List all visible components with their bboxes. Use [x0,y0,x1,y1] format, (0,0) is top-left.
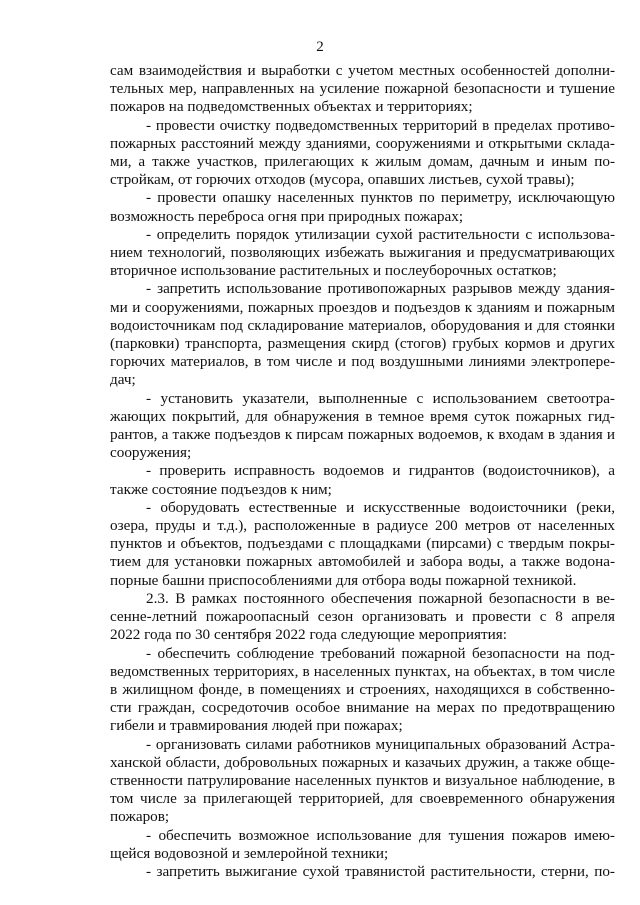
text-line: - организовать силами работников муниципальных образований Астра- [146,735,615,753]
text-line: сам взаимодействия и выработки с учетом местных особенностей дополни- [110,62,615,79]
text-line: жающих покрытий, для обнаружения в темное время суток пожарных гид- [110,407,615,425]
text-line: 2.3. В рамках постоянного обеспечения пожарной безопасности в ве- [146,589,615,607]
text-line: сооружения; [110,444,192,462]
text-line: щейся водовозной и землеройной техники; [110,844,389,862]
text-line: ственности патрулирование населенных пунктов и визуальное наблюдение, в [110,771,615,789]
text-line: стройкам, от горючих отходов (мусора, опавших листьев, сухой травы); [110,171,575,189]
text-line: - обеспечить возможное использование для тушения пожаров имею- [146,826,615,844]
text-line: - запретить использование противопожарных разрывов между здания- [146,280,615,298]
text-line: пожаров на подведомственных объектах и территориях; [110,98,473,116]
text-line: ханской области, добровольных пожарных и казачьих дружин, а также обще- [110,753,615,771]
text-line: дач; [110,371,136,389]
text-line: - установить указатели, выполненные с использованием светоотра- [146,389,615,407]
text-line: нием технологий, позволяющих избежать выжигания и предусматривающих [110,244,615,262]
text-line: пунктов и объектов, подъездами с площадками (пирсами) с твердым покры- [110,535,615,553]
text-line: ведомственных территориях, в населенных пунктах, на объектах, в том числе [110,662,615,680]
text-line: ми и сооружениями, пожарных проездов и подъездов к зданиям и пожарным [110,298,615,316]
text-line: - запретить выжигание сухой травянистой растительности, стерни, по- [146,862,615,880]
text-line: том числе за прилегающей территорией, для своевременного обнаружения [110,790,615,808]
text-line: - определить порядок утилизации сухой растительности с использова- [146,225,615,243]
text-line: сти граждан, сосредоточив особое внимание на мерах по предотвращению [110,699,615,717]
text-line: - проверить исправность водоемов и гидрантов (водоисточников), а [146,462,615,480]
text-line: горючих материалов, в том числе и под воздушными линиями электропере- [110,353,615,371]
text-line: - провести опашку населенных пунктов по периметру, исключающую [146,189,615,207]
text-line: вторичное использование растительных и послеуборочных остатков; [110,262,557,280]
document-body [110,62,615,881]
text-line: водоисточникам под складирование материалов, оборудования и для стоянки [110,316,615,334]
text-line: пожарных расстояний между зданиями, сооружениями и открытыми склада- [110,134,615,152]
text-line: рантов, а также подъездов к пирсам пожарных водоемов, к входам в здания и [110,426,615,444]
text-line: сенне-летний пожароопасный сезон организовать и провести с 8 апреля [110,608,615,626]
text-line: ми, а также участков, прилегающих к жилым домам, дачным и иным по- [110,153,615,171]
text-line: 2022 года по 30 сентября 2022 года следующие мероприятия: [110,626,507,644]
text-line: тельных мер, направленных на усиление пожарной безопасности и тушение [110,80,615,98]
text-line: порные башни приспособлениями для отбора воды пожарной техникой. [110,571,577,589]
text-line: возможность переброса огня при природных пожарах; [110,207,464,225]
text-line: также состояние подъездов к ним; [110,480,332,498]
text-line: - провести очистку подведомственных территорий в пределах противо- [146,116,615,134]
text-line: тием для установки пожарных автомобилей и забора воды, а также водона- [110,553,615,571]
text-line: гибели и травмирования людей при пожарах; [110,717,403,735]
text-line: - оборудовать естественные и искусственные водоисточники (реки, [146,498,615,516]
text-line: в жилищном фонде, в помещениях и строениях, находящихся в собственно- [110,680,615,698]
text-line: - обеспечить соблюдение требований пожарной безопасности на под- [146,644,615,662]
text-line: озера, пруды и т.д.), расположенные в радиусе 200 метров от населенных [110,517,615,535]
page-number: 2 [316,39,324,55]
text-line: пожаров; [110,808,170,826]
text-line: (парковки) транспорта, размещения скирд (стогов) грубых кормов и других [110,335,615,353]
